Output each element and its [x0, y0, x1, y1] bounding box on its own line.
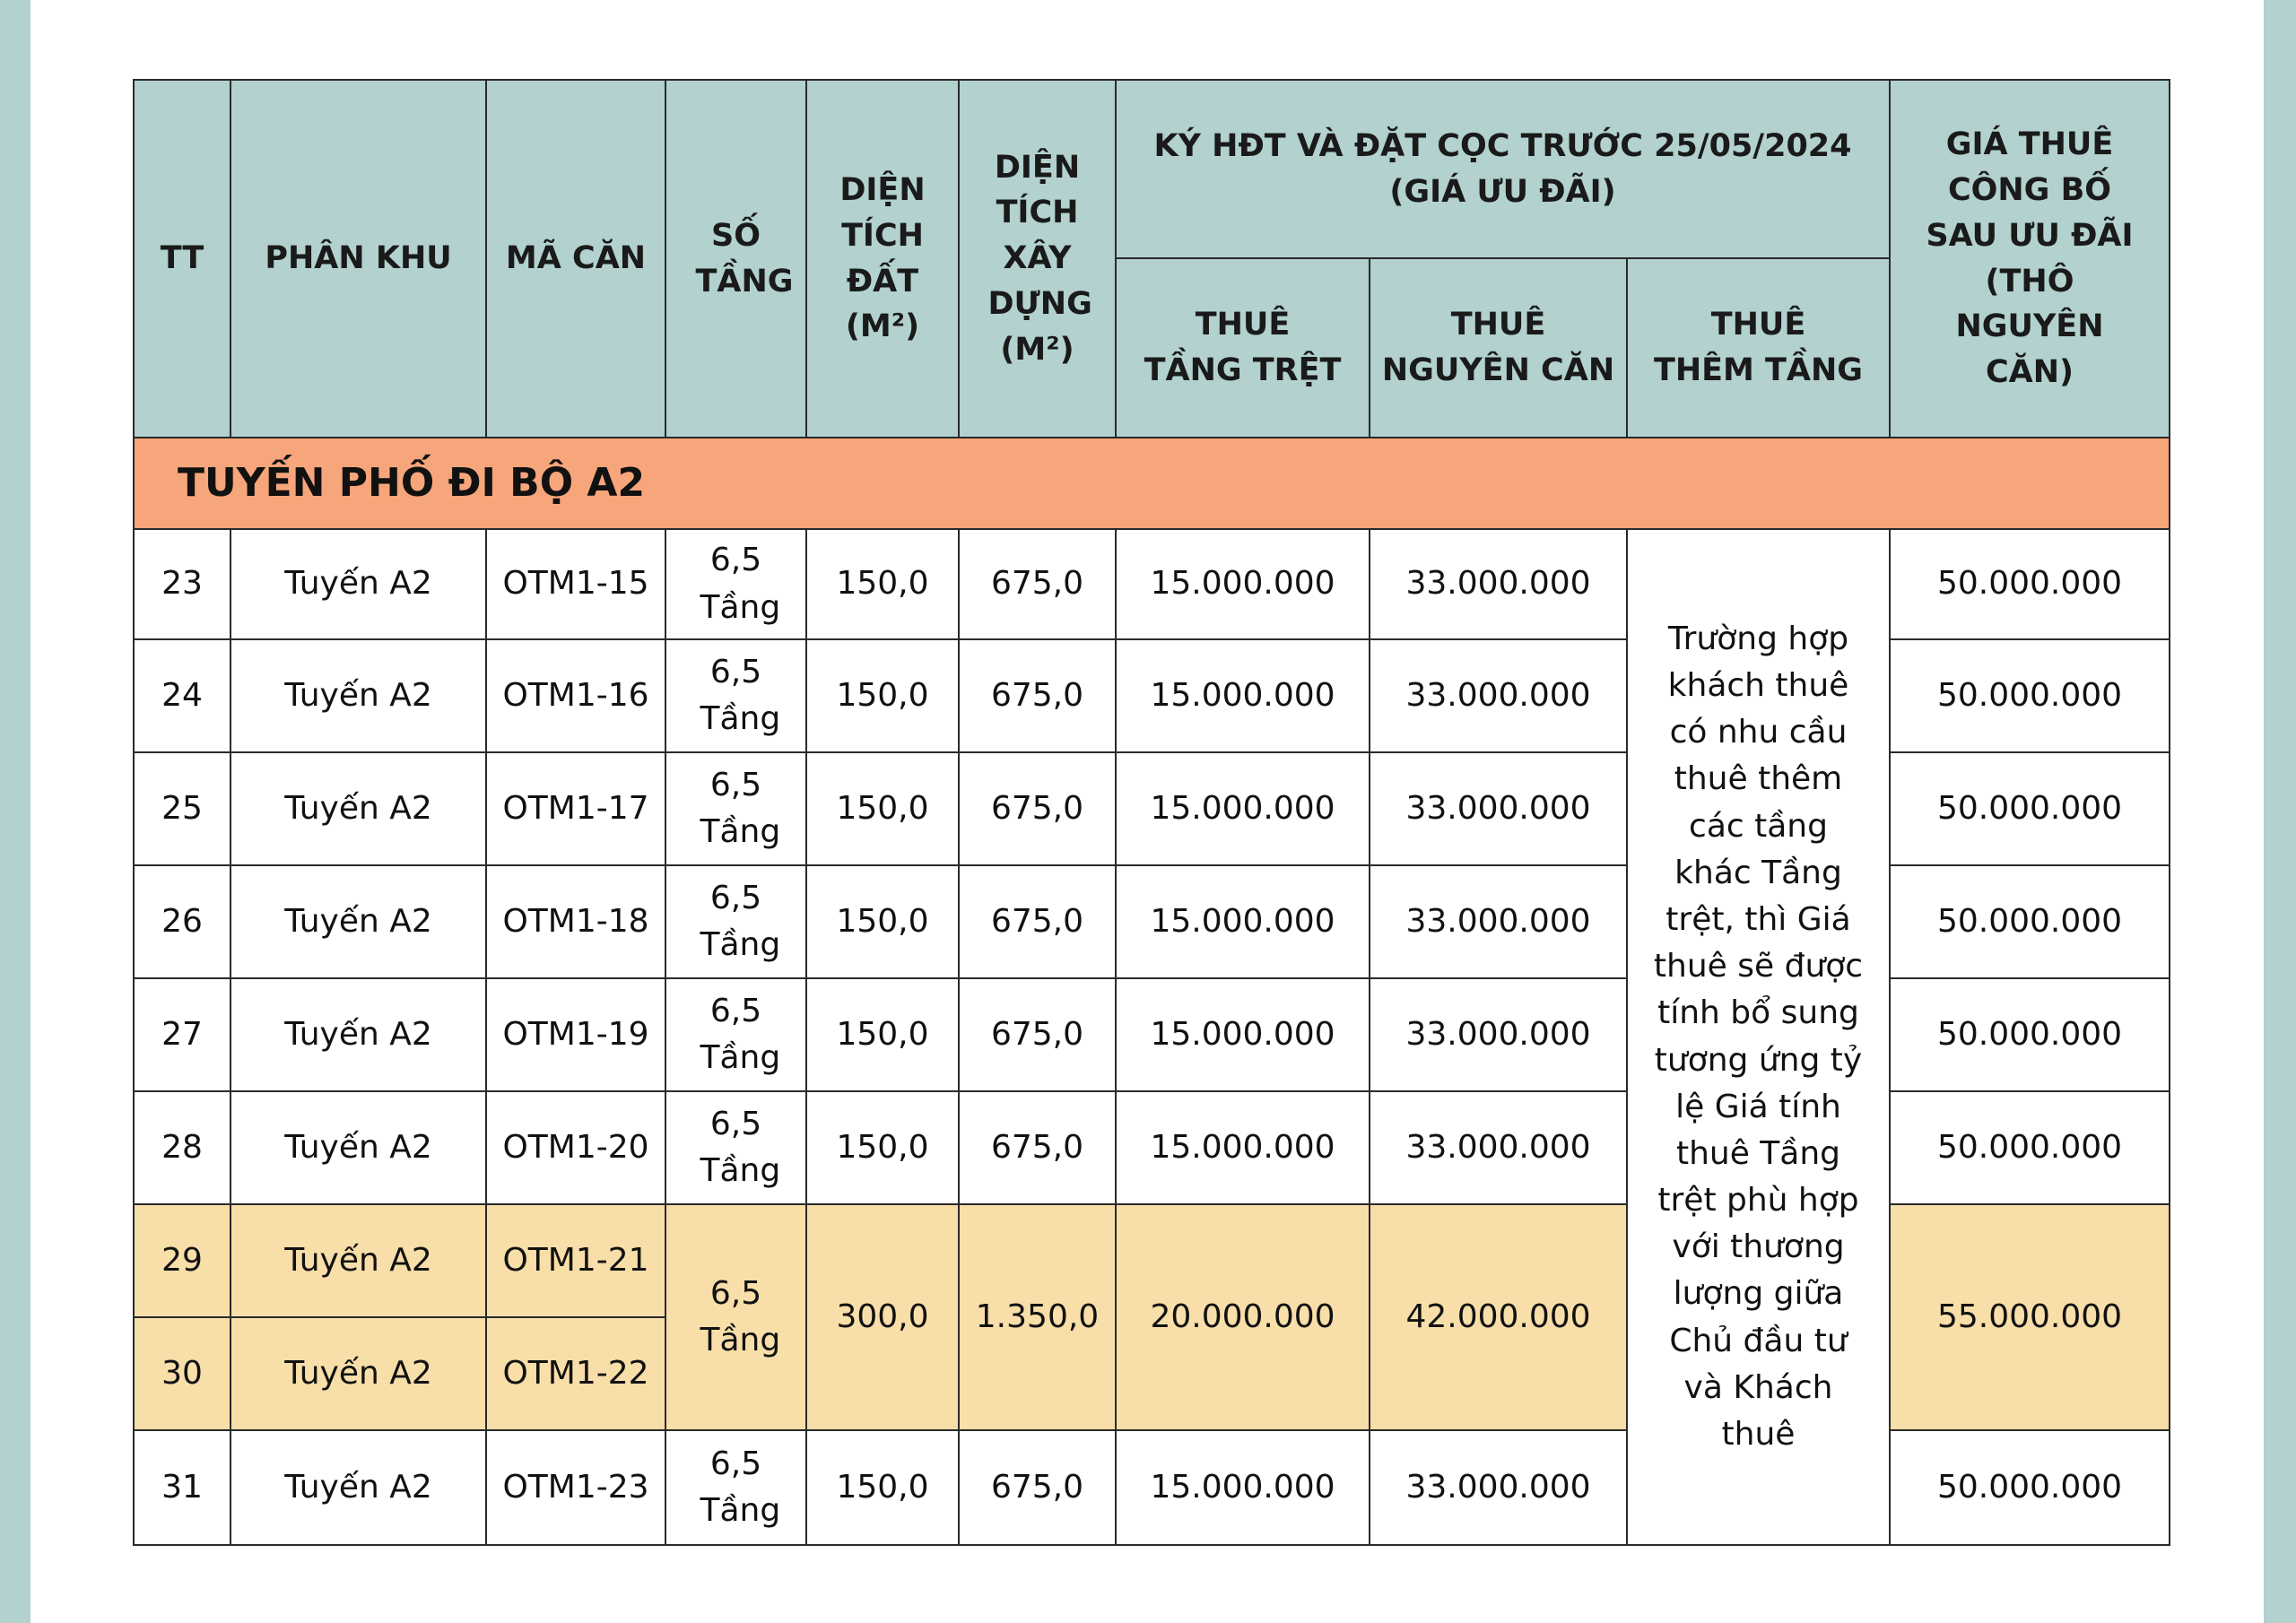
cell-thue-nguyen-can: 33.000.000: [1370, 1091, 1627, 1204]
cell-ma-can: OTM1-15: [486, 529, 665, 639]
header-thue-nguyen-can-1: THUÊ: [1450, 307, 1546, 343]
table-row: [134, 529, 2170, 639]
cell-gia-cong-bo: 50.000.000: [1890, 639, 2170, 752]
header-group-line2: (GIÁ ƯU ĐÃI): [1389, 173, 1616, 210]
header-group-uu-dai: [1116, 80, 1890, 258]
header-tt: TT: [134, 80, 230, 438]
header-dien-tich-xay-dung-unit: (M²): [1000, 331, 1074, 368]
cell-dien-tich-dat-merged: 300,0: [806, 1204, 959, 1430]
so-tang-text: 6,5 Tầng: [700, 879, 781, 963]
cell-gia-cong-bo: 50.000.000: [1890, 529, 2170, 639]
header-dien-tich-dat: [806, 80, 959, 438]
cell-gia-cong-bo: 50.000.000: [1890, 1430, 2170, 1545]
so-tang-text: 6,5 Tầng: [700, 542, 781, 626]
so-tang-text: 6,5 Tầng: [700, 1274, 781, 1358]
cell-dien-tich-dat: 150,0: [806, 529, 959, 639]
cell-thue-tang-tret: 15.000.000: [1116, 1091, 1370, 1204]
header-group-line1: KÝ HĐT VÀ ĐẶT CỌC TRƯỚC 25/05/2024: [1153, 127, 1852, 164]
cell-dien-tich-xay-dung: 675,0: [959, 752, 1116, 865]
cell-phan-khu: Tuyến A2: [230, 1430, 486, 1545]
header-thue-nguyen-can: [1370, 258, 1627, 438]
cell-phan-khu: Tuyến A2: [230, 752, 486, 865]
header-thue-nguyen-can-2: NGUYÊN CĂN: [1381, 352, 1615, 388]
header-thue-tang-tret-2: TẦNG TRỆT: [1144, 352, 1342, 388]
header-dien-tich-dat-unit: (M²): [845, 308, 920, 345]
cell-thue-nguyen-can-merged: 42.000.000: [1370, 1204, 1627, 1430]
cell-dien-tich-dat: 150,0: [806, 978, 959, 1091]
cell-dien-tich-dat: 150,0: [806, 1091, 959, 1204]
cell-dien-tich-dat: 150,0: [806, 752, 959, 865]
cell-dien-tich-dat: 150,0: [806, 865, 959, 978]
cell-dien-tich-xay-dung-merged: 1.350,0: [959, 1204, 1116, 1430]
header-so-tang-label: SỐ TẦNG: [695, 217, 794, 299]
header-thue-tang-tret: [1116, 258, 1370, 438]
cell-dien-tich-xay-dung: 675,0: [959, 978, 1116, 1091]
cell-dien-tich-xay-dung: 675,0: [959, 1091, 1116, 1204]
cell-thue-them-tang-note: [1627, 529, 1890, 1545]
cell-ma-can: OTM1-19: [486, 978, 665, 1091]
cell-so-tang: [665, 865, 806, 978]
cell-so-tang: [665, 639, 806, 752]
header-phan-khu: PHÂN KHU: [230, 80, 486, 438]
cell-gia-cong-bo-merged: 55.000.000: [1890, 1204, 2170, 1430]
cell-gia-cong-bo: 50.000.000: [1890, 865, 2170, 978]
cell-ma-can: OTM1-18: [486, 865, 665, 978]
header-gia-thue-cong-bo: [1890, 80, 2170, 438]
so-tang-text: 6,5 Tầng: [700, 1105, 781, 1189]
cell-thue-tang-tret: 15.000.000: [1116, 1430, 1370, 1545]
cell-gia-cong-bo: 50.000.000: [1890, 752, 2170, 865]
header-ma-can: MÃ CĂN: [486, 80, 665, 438]
cell-phan-khu: Tuyến A2: [230, 639, 486, 752]
cell-thue-tang-tret: 15.000.000: [1116, 639, 1370, 752]
cell-thue-nguyen-can: 33.000.000: [1370, 1430, 1627, 1545]
cell-phan-khu: Tuyến A2: [230, 529, 486, 639]
cell-tt: 26: [134, 865, 230, 978]
rental-price-table: [133, 79, 2170, 1546]
cell-thue-nguyen-can: 33.000.000: [1370, 865, 1627, 978]
cell-tt: 29: [134, 1204, 230, 1317]
header-so-tang: [665, 80, 806, 438]
cell-ma-can: OTM1-22: [486, 1317, 665, 1430]
cell-gia-cong-bo: 50.000.000: [1890, 978, 2170, 1091]
cell-dien-tich-xay-dung: 675,0: [959, 639, 1116, 752]
cell-thue-tang-tret: 15.000.000: [1116, 529, 1370, 639]
cell-phan-khu: Tuyến A2: [230, 1204, 486, 1317]
cell-thue-nguyen-can: 33.000.000: [1370, 529, 1627, 639]
header-dien-tich-xay-dung: [959, 80, 1116, 438]
cell-so-tang: [665, 978, 806, 1091]
cell-thue-nguyen-can: 33.000.000: [1370, 752, 1627, 865]
cell-tt: 23: [134, 529, 230, 639]
cell-dien-tich-dat: 150,0: [806, 639, 959, 752]
cell-phan-khu: Tuyến A2: [230, 1091, 486, 1204]
cell-tt: 28: [134, 1091, 230, 1204]
cell-ma-can: OTM1-20: [486, 1091, 665, 1204]
cell-so-tang: [665, 529, 806, 639]
header-thue-them-tang: [1627, 258, 1890, 438]
cell-ma-can: OTM1-21: [486, 1204, 665, 1317]
cell-ma-can: OTM1-16: [486, 639, 665, 752]
header-dien-tich-dat-label: DIỆN TÍCH ĐẤT: [839, 172, 926, 299]
cell-thue-tang-tret: 15.000.000: [1116, 865, 1370, 978]
header-dien-tich-xay-dung-label: DIỆN TÍCH XÂY DỰNG: [987, 149, 1092, 322]
cell-tt: 24: [134, 639, 230, 752]
cell-thue-nguyen-can: 33.000.000: [1370, 978, 1627, 1091]
cell-thue-nguyen-can: 33.000.000: [1370, 639, 1627, 752]
cell-so-tang: [665, 752, 806, 865]
cell-tt: 30: [134, 1317, 230, 1430]
cell-dien-tich-dat: 150,0: [806, 1430, 959, 1545]
cell-so-tang-merged: [665, 1204, 806, 1430]
cell-so-tang: [665, 1430, 806, 1545]
header-thue-them-tang-1: THUÊ: [1710, 307, 1806, 343]
cell-thue-tang-tret: 15.000.000: [1116, 752, 1370, 865]
so-tang-text: 6,5 Tầng: [700, 653, 781, 737]
cell-phan-khu: Tuyến A2: [230, 865, 486, 978]
so-tang-text: 6,5 Tầng: [700, 766, 781, 850]
note-text: Trường hợp khách thuê có nhu cầu thuê thêm các tầng khác Tầng trệt, thì Giá thuê sẽ được tính bổ sung tương ứng tỷ lệ Giá tính thuê Tầng trệt phù hợp với thương lượng giữa Chủ đầu tư và Khách thuê: [1653, 620, 1864, 1453]
cell-thue-tang-tret: 15.000.000: [1116, 978, 1370, 1091]
cell-phan-khu: Tuyến A2: [230, 1317, 486, 1430]
cell-thue-tang-tret-merged: 20.000.000: [1116, 1204, 1370, 1430]
section-title: TUYẾN PHỐ ĐI BỘ A2: [134, 438, 2170, 529]
cell-phan-khu: Tuyến A2: [230, 978, 486, 1091]
cell-dien-tich-xay-dung: 675,0: [959, 865, 1116, 978]
cell-so-tang: [665, 1091, 806, 1204]
cell-dien-tich-xay-dung: 675,0: [959, 1430, 1116, 1545]
cell-dien-tich-xay-dung: 675,0: [959, 529, 1116, 639]
cell-ma-can: OTM1-23: [486, 1430, 665, 1545]
header-gia-thue-cong-bo-label: GIÁ THUÊ CÔNG BỐ SAU ƯU ĐÃI (THÔ NGUYÊN CĂN): [1926, 126, 2134, 390]
cell-ma-can: OTM1-17: [486, 752, 665, 865]
cell-tt: 25: [134, 752, 230, 865]
cell-tt: 27: [134, 978, 230, 1091]
cell-tt: 31: [134, 1430, 230, 1545]
header-thue-tang-tret-1: THUÊ: [1195, 307, 1291, 343]
so-tang-text: 6,5 Tầng: [700, 1445, 781, 1529]
header-thue-them-tang-2: THÊM TẦNG: [1653, 352, 1864, 388]
cell-gia-cong-bo: 50.000.000: [1890, 1091, 2170, 1204]
so-tang-text: 6,5 Tầng: [700, 992, 781, 1076]
